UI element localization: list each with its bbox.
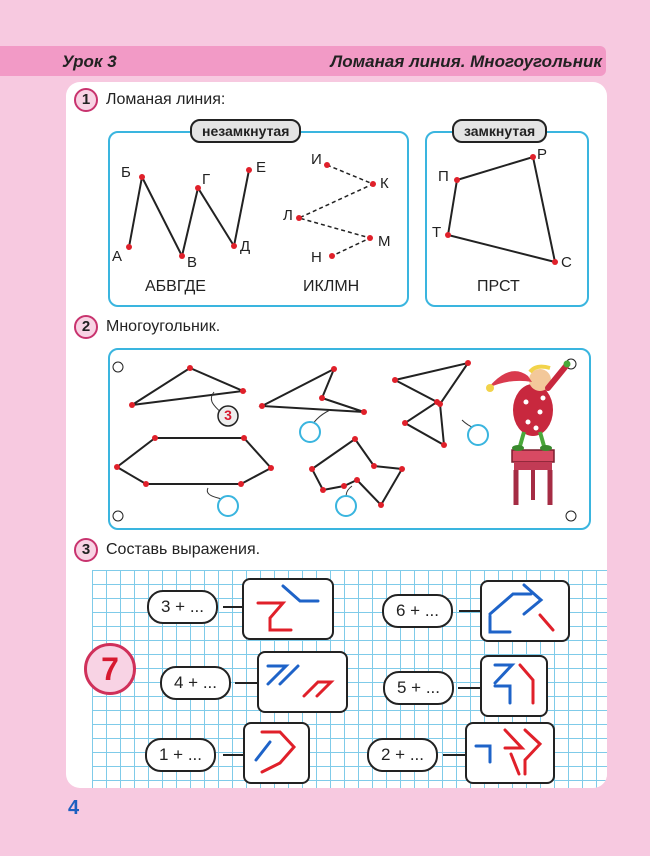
expression: 1 + ...: [145, 738, 216, 772]
target-number: 7: [84, 643, 136, 695]
label-e: Е: [256, 159, 267, 176]
label-s: С: [561, 254, 572, 271]
blue-stick: [495, 686, 510, 703]
blue-stick: [490, 594, 531, 614]
task1-number: 1: [74, 88, 98, 112]
task3-title: Составь выражения.: [106, 541, 261, 558]
label-t: Т: [432, 224, 442, 241]
label-a: А: [112, 248, 123, 265]
name-prst: ПРСТ: [477, 278, 520, 295]
red-stick: [540, 615, 553, 630]
topic-title: Ломаная линия. Многоугольник: [330, 52, 602, 71]
lesson-title: Урок 3: [62, 52, 117, 71]
expression: 4 + ...: [160, 666, 231, 700]
red-stick: [258, 603, 291, 630]
label-n: Н: [311, 249, 322, 266]
blue-stick: [524, 585, 541, 614]
blue-stick: [495, 665, 512, 683]
expression: 2 + ...: [367, 738, 438, 772]
red-stick: [520, 665, 533, 703]
label-b: Б: [121, 164, 131, 181]
label-r: Р: [537, 146, 548, 163]
label-l: Л: [283, 207, 293, 224]
label-v: В: [187, 254, 198, 271]
blue-stick: [283, 586, 318, 601]
red-stick: [304, 682, 331, 696]
blue-stick: [490, 616, 510, 632]
answer-sample: 3: [224, 407, 232, 423]
page-number: 4: [68, 797, 80, 819]
label-p: П: [438, 168, 449, 185]
expression: 3 + ...: [147, 590, 218, 624]
sticks: [256, 585, 553, 774]
closed-tag: замкнутая: [452, 119, 547, 143]
name-iklmn: ИКЛМН: [303, 278, 360, 295]
label-m: М: [378, 233, 391, 250]
blue-stick: [476, 746, 490, 762]
label-k: К: [380, 175, 389, 192]
open-tag: незамкнутая: [190, 119, 301, 143]
name-abvgde: АБВГДЕ: [145, 278, 206, 295]
label-g: Г: [202, 171, 211, 188]
red-stick: [525, 730, 540, 774]
task2-title: Многоугольник.: [106, 318, 221, 335]
blue-stick: [256, 742, 270, 760]
task3-number: 3: [74, 538, 98, 562]
label-i: И: [311, 151, 322, 168]
red-stick: [505, 730, 522, 748]
task1-title: Ломаная линия:: [106, 91, 226, 108]
label-d: Д: [240, 238, 251, 255]
task2-number: 2: [74, 315, 98, 339]
expression: 5 + ...: [383, 671, 454, 705]
red-stick: [511, 754, 519, 774]
expression: 6 + ...: [382, 594, 453, 628]
red-stick: [262, 732, 294, 772]
